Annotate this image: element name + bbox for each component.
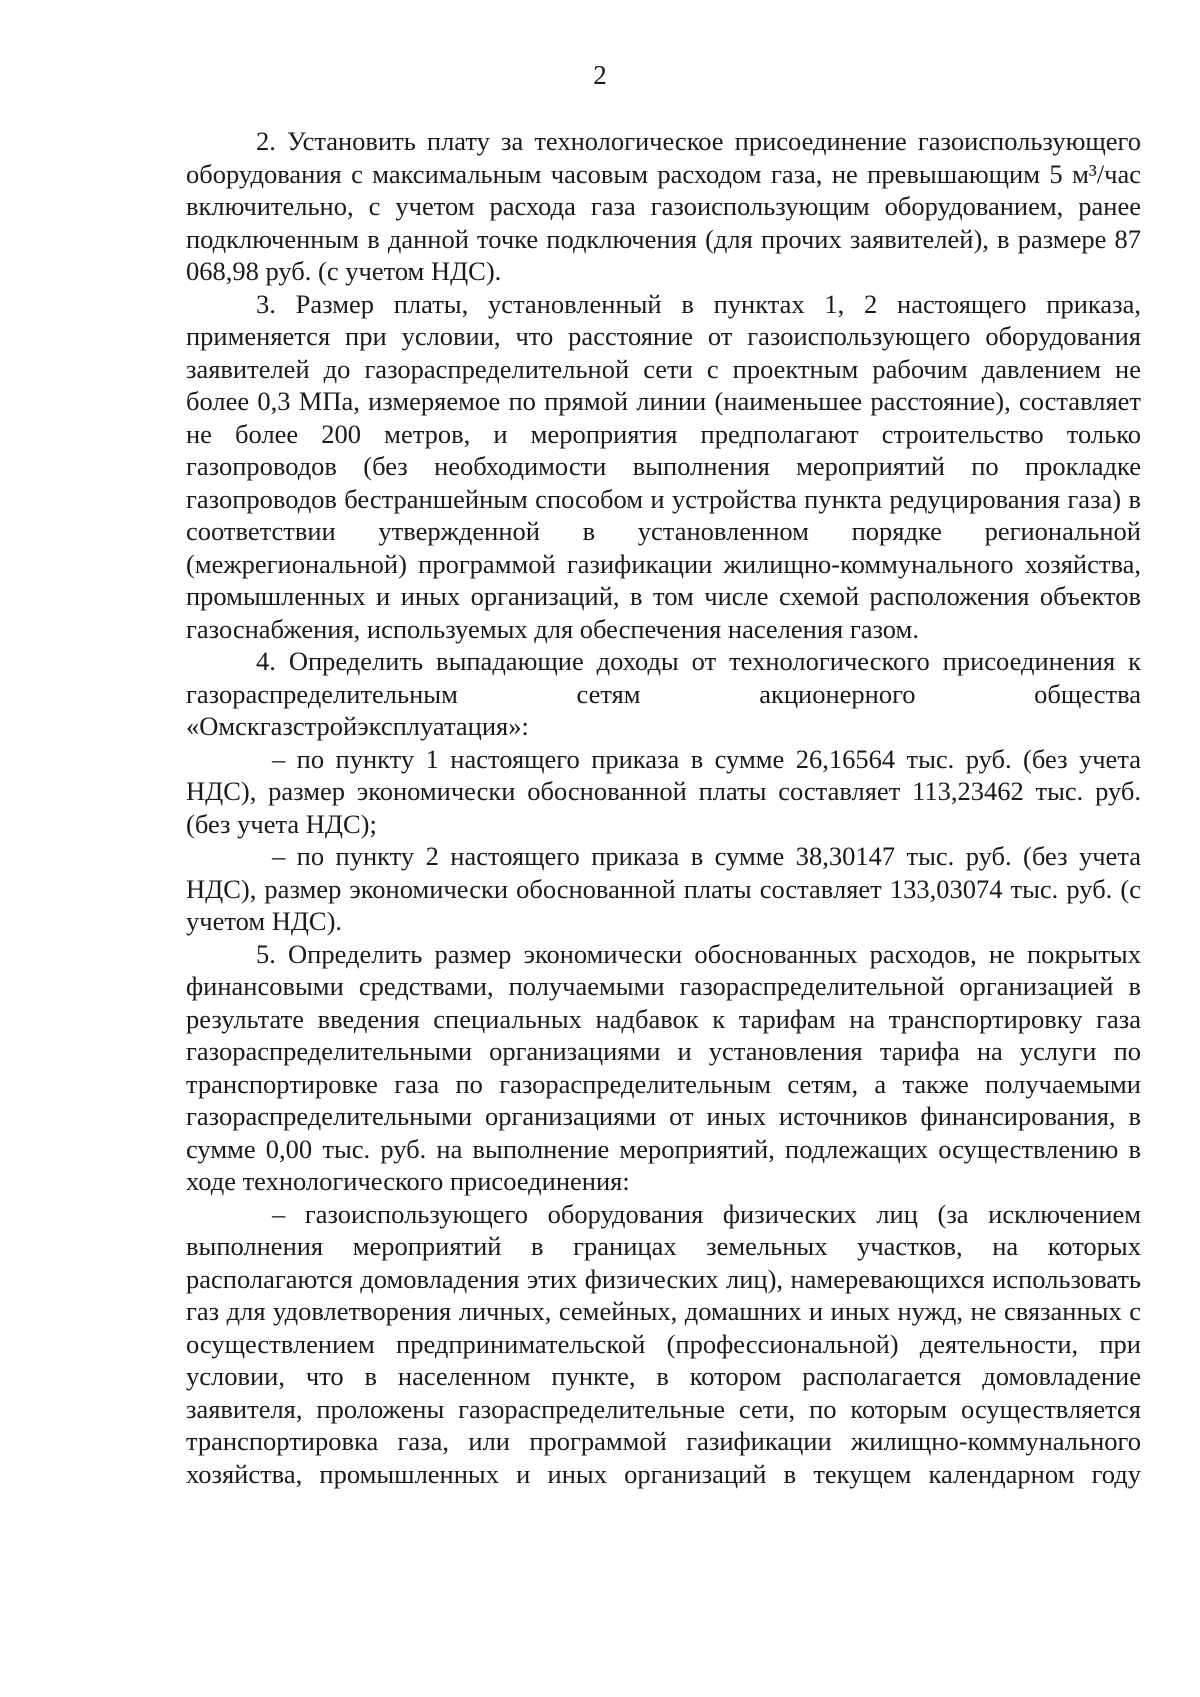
paragraph-5: 5. Определить размер экономически обоснованных расходов, не покрытых финансовыми средствами, получаемыми газораспределительной организацией в результате введения специальных надбавок к тарифам на транспортировку газа газораспределительными организациями и установления тарифа на услуги по транспортировке газа по газораспределительным сетям, а также получаемыми газораспределительными организациями от иных источников финансирования, в сумме 0,00 тыс. руб. на выполнение мероприятий, подлежащих осуществлению в ходе технологического присоединения: <box>186 938 1141 1196</box>
paragraph-2: 2. Установить плату за технологическое присоединение газоиспользующего оборудования с максимальным часовым расходом газа, не превышающим 5 м³/час включительно, с учетом расхода газа газоиспользующим оборудованием, ранее подключенным в данной точке подключения (для прочих заявителей), в размере 87 068,98 руб. (с учетом НДС). <box>186 126 1141 286</box>
document-body <box>186 125 1141 1490</box>
page-number: 2 <box>593 60 607 90</box>
paragraph-5-item-1: – газоиспользующего оборудования физических лиц (за исключением выполнения мероприятий в границах земельных участков, на которых располагаются домовладения этих физических лиц), намеревающихся использовать газ для удовлетворения личных, семейных, домашних и иных нужд, не связанных с осуществлением предпринимательской (профессиональной) деятельности, при условии, что в населенном пункте, в котором располагается домовладение заявителя, проложены газораспределительные сети, по которым осуществляется транспортировка газа, или программой газификации жилищно-коммунального хозяйства, промышленных и иных организаций в текущем календарном году <box>186 1198 1141 1489</box>
paragraph-4-item-2: – по пункту 2 настоящего приказа в сумме 38,30147 тыс. руб. (без учета НДС), размер экономически обоснованной платы составляет 133,03074 тыс. руб. (с учетом НДС). <box>186 841 1141 936</box>
paragraph-4-item-1: – по пункту 1 настоящего приказа в сумме 26,16564 тыс. руб. (без учета НДС), размер экономически обоснованной платы составляет 113,23462 тыс. руб. (без учета НДС); <box>186 743 1141 839</box>
paragraph-4: 4. Определить выпадающие доходы от технологического присоединения к газораспределительным сетям акционерного общества «Омскгазстройэксплуатация»: <box>186 646 1141 741</box>
paragraph-3: 3. Размер платы, установленный в пунктах 1, 2 настоящего приказа, применяется при условии, что расстояние от газоиспользующего оборудования заявителей до газораспределительной сети с проектным рабочим давлением не более 0,3 МПа, измеряемое по прямой линии (наименьшее расстояние), составляет не более 200 метров, и мероприятия предполагают строительство только газопроводов (без необходимости выполнения мероприятий по прокладке газопроводов бестраншейным способом и устройства пункта редуцирования газа) в соответствии утвержденной в установленном порядке региональной (межрегиональной) программой газификации жилищно-коммунального хозяйства, промышленных и иных организаций, в том числе схемой расположения объектов газоснабжения, используемых для обеспечения населения газом. <box>186 288 1141 644</box>
